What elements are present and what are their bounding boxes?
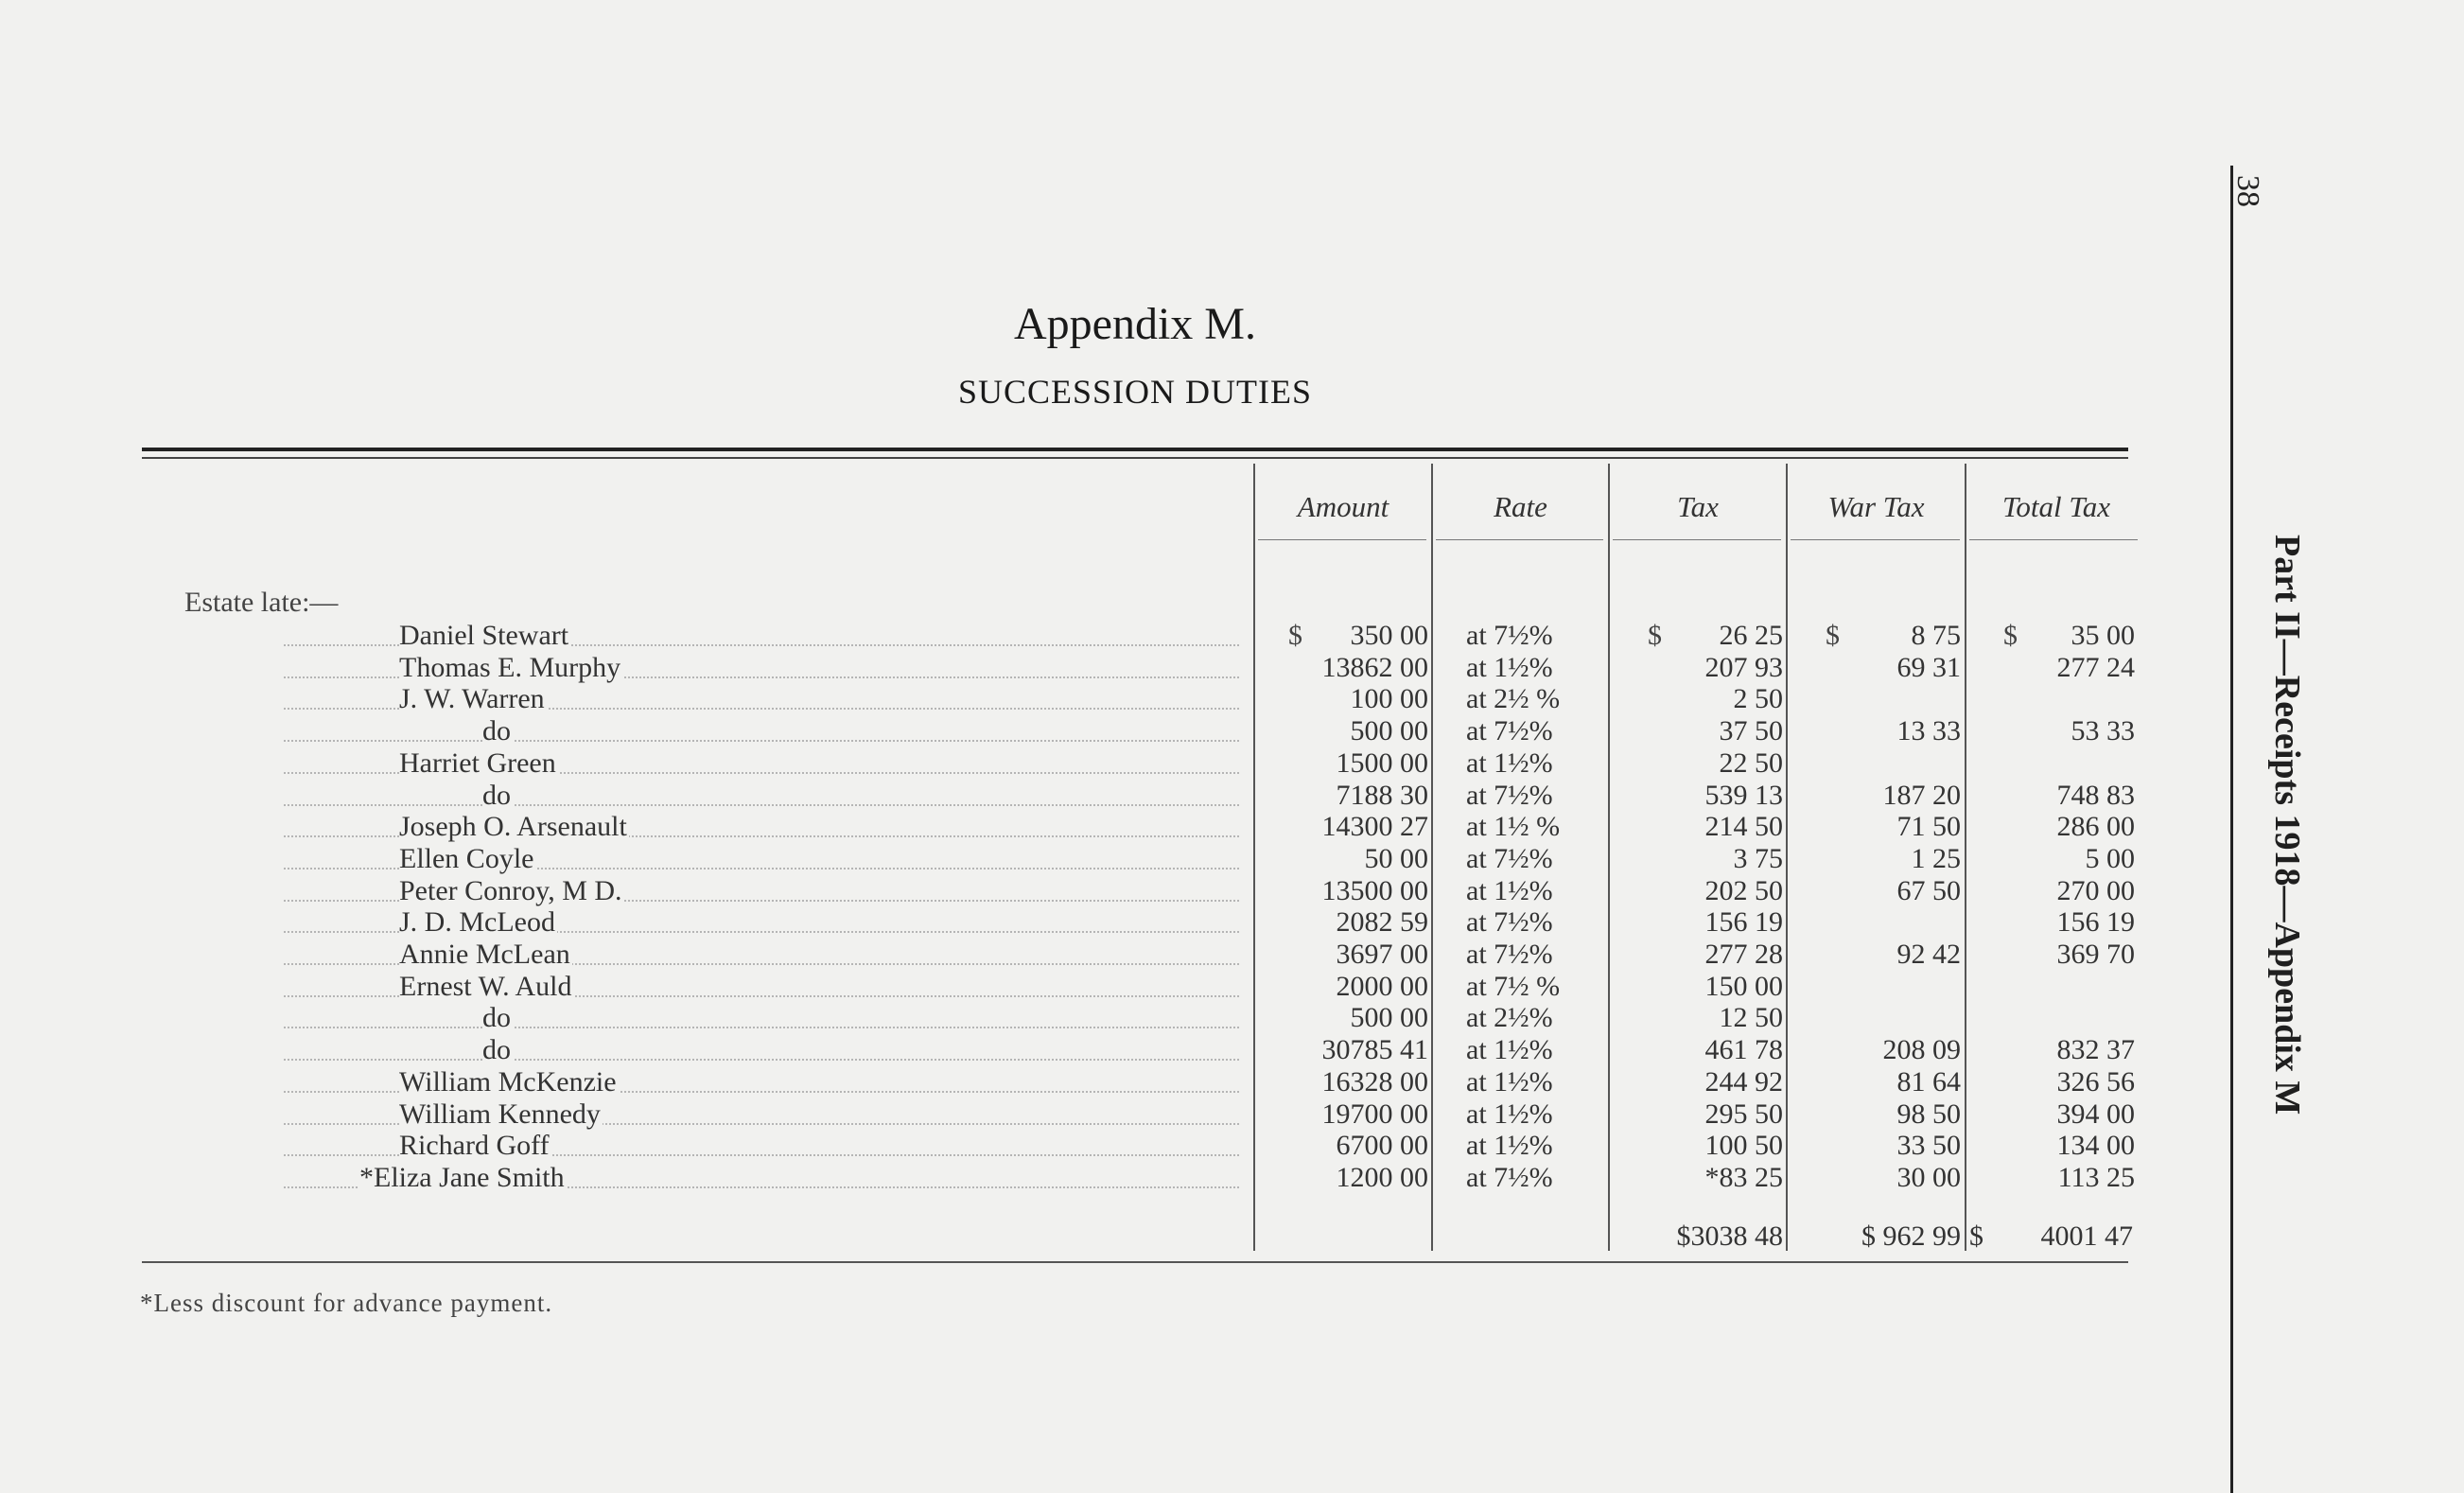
grand-total-sum: 4001 47 (2040, 1221, 2133, 1252)
rate-cell: at 2½% (1466, 1002, 1553, 1033)
total-tax-cell: 156 19 (2056, 906, 2135, 938)
total-tax-cell: 832 37 (2056, 1034, 2135, 1065)
war-tax-cell: 69 31 (1896, 652, 1961, 683)
amount-cell: 1500 00 (1336, 747, 1428, 779)
amount-cell: 1200 00 (1336, 1162, 1428, 1193)
tax-cell: 461 78 (1704, 1034, 1783, 1065)
tax-cell: 3 75 (1733, 843, 1783, 874)
table-row (0, 1162, 2176, 1194)
rate-cell: at 1½% (1466, 747, 1553, 779)
estate-name: do (482, 1034, 511, 1065)
estate-name: Richard Goff (399, 1130, 550, 1161)
total-dollar-sign: $ (1969, 1221, 1983, 1252)
amount-cell: 6700 00 (1336, 1130, 1428, 1161)
tax-cell: 202 50 (1704, 875, 1783, 906)
table-row (0, 715, 2176, 747)
estate-name: William McKenzie (399, 1066, 617, 1098)
estate-name: Ernest W. Auld (399, 971, 572, 1002)
column-header-amount: Amount (1297, 490, 1389, 523)
estate-name: J. W. Warren (399, 683, 545, 714)
total-tax-cell: 53 33 (2071, 715, 2135, 746)
table-row (0, 1002, 2176, 1034)
estate-name: Harriet Green (399, 747, 556, 779)
total-tax-cell: 277 24 (2056, 652, 2135, 683)
total-tax-cell: 394 00 (2056, 1098, 2135, 1130)
column-header-tax: Tax (1677, 490, 1719, 523)
total-tax-cell: 748 83 (2056, 780, 2135, 811)
war-tax-cell: 67 50 (1896, 875, 1961, 906)
column-header-total-tax: Total Tax (2001, 490, 2111, 523)
estate-name: *Eliza Jane Smith (359, 1162, 565, 1193)
amount-cell: 13862 00 (1321, 652, 1428, 683)
tax-cell: 214 50 (1704, 811, 1783, 842)
tax-cell: 156 19 (1704, 906, 1783, 938)
estate-name: Ellen Coyle (399, 843, 534, 874)
table-row (0, 843, 2176, 875)
rate-cell: at 1½% (1466, 1098, 1553, 1130)
rate-cell: at 7½% (1466, 939, 1553, 970)
tax-cell: *83 25 (1704, 1162, 1783, 1193)
war-tax-cell: 71 50 (1896, 811, 1961, 842)
total-tax-cell: 326 56 (2056, 1066, 2135, 1098)
page-number: 38 (2230, 175, 2265, 207)
war-tax-cell: 8 75 (1911, 620, 1961, 651)
rate-cell: at 1½% (1466, 875, 1553, 906)
estate-name: Annie McLean (399, 939, 570, 970)
rate-cell: at 7½% (1466, 906, 1553, 938)
rate-cell: at 1½ % (1466, 811, 1561, 842)
amount-dollar-sign: $ (1288, 620, 1302, 651)
war-tax-cell: 1 25 (1911, 843, 1961, 874)
leader-dots (284, 1027, 1239, 1028)
total-tax-cell: 5 00 (2085, 843, 2135, 874)
war-tax-cell: 98 50 (1896, 1098, 1961, 1130)
side-rule (2230, 166, 2233, 1493)
header-underline (1436, 539, 1603, 540)
total-tax-cell: 134 00 (2056, 1130, 2135, 1161)
table-row (0, 1034, 2176, 1066)
total-tax-cell: 270 00 (2056, 875, 2135, 906)
estate-name: J. D. McLeod (399, 906, 555, 938)
war-tax-cell: 92 42 (1896, 939, 1961, 970)
rate-cell: at 1½% (1466, 1066, 1553, 1098)
amount-cell: 30785 41 (1321, 1034, 1428, 1065)
header-underline (1791, 539, 1960, 540)
war-tax-cell: 13 33 (1896, 715, 1961, 746)
header-underline (1613, 539, 1781, 540)
estate-name: Peter Conroy, M D. (399, 875, 622, 906)
table-row (0, 683, 2176, 715)
footer-rule (142, 1261, 2128, 1263)
section-label: Estate late:— (184, 587, 339, 618)
war-tax-cell: 187 20 (1882, 780, 1961, 811)
tax-cell: 37 50 (1719, 715, 1783, 746)
rate-cell: at 7½% (1466, 1162, 1553, 1193)
total-tax-cell: 369 70 (2056, 939, 2135, 970)
estate-name: do (482, 715, 511, 746)
amount-cell: 14300 27 (1321, 811, 1428, 842)
table-row (0, 906, 2176, 939)
rate-cell: at 1½% (1466, 652, 1553, 683)
amount-cell: 3697 00 (1336, 939, 1428, 970)
column-header-war-tax: War Tax (1827, 490, 1925, 523)
total-tax-cell: 113 25 (2057, 1162, 2135, 1193)
tax-cell: 2 50 (1733, 683, 1783, 714)
amount-cell: 7188 30 (1336, 780, 1428, 811)
tax-cell: 26 25 (1719, 620, 1783, 651)
tax-cell: 100 50 (1704, 1130, 1783, 1161)
war-tax-cell: 30 00 (1896, 1162, 1961, 1193)
column-header-rate: Rate (1494, 490, 1547, 523)
rate-cell: at 1½% (1466, 1130, 1553, 1161)
amount-cell: 2082 59 (1336, 906, 1428, 938)
amount-cell: 16328 00 (1321, 1066, 1428, 1098)
estate-name: Joseph O. Arsenault (399, 811, 627, 842)
table-row (0, 1098, 2176, 1131)
war-tax-cell: 33 50 (1896, 1130, 1961, 1161)
amount-cell: 13500 00 (1321, 875, 1428, 906)
page-subtitle: SUCCESSION DUTIES (957, 373, 1313, 411)
rate-cell: at 7½% (1466, 843, 1553, 874)
amount-cell: 500 00 (1350, 715, 1428, 746)
leader-dots (284, 740, 1239, 742)
rate-cell: at 7½% (1466, 620, 1553, 651)
table-row (0, 811, 2176, 843)
table-row (0, 780, 2176, 812)
tax-cell: 150 00 (1704, 971, 1783, 1002)
estate-name: Thomas E. Murphy (399, 652, 621, 683)
total-tax-dollar-sign: $ (2003, 620, 2018, 651)
tax-cell: 539 13 (1704, 780, 1783, 811)
footnote: *Less discount for advance payment. (140, 1289, 553, 1317)
amount-cell: 500 00 (1350, 1002, 1428, 1033)
war-tax-cell: 208 09 (1882, 1034, 1961, 1065)
table-row (0, 1066, 2176, 1098)
table-row (0, 747, 2176, 780)
tax-cell: 22 50 (1719, 747, 1783, 779)
amount-cell: 2000 00 (1336, 971, 1428, 1002)
rate-cell: at 2½ % (1466, 683, 1561, 714)
rate-cell: at 7½ % (1466, 971, 1561, 1002)
table-row (0, 939, 2176, 971)
tax-dollar-sign: $ (1648, 620, 1662, 651)
header-rule-thick (142, 448, 2128, 451)
tax-cell: 12 50 (1719, 1002, 1783, 1033)
leader-dots (284, 804, 1239, 806)
table-row (0, 1130, 2176, 1162)
war-tax-dollar-sign: $ (1826, 620, 1840, 651)
rate-cell: at 7½% (1466, 780, 1553, 811)
total-war-tax-sum: $ 962 99 (1861, 1221, 1961, 1252)
estate-name: do (482, 780, 511, 811)
total-tax-cell: 286 00 (2056, 811, 2135, 842)
estate-name: William Kennedy (399, 1098, 601, 1130)
table-row (0, 971, 2176, 1003)
tax-cell: 244 92 (1704, 1066, 1783, 1098)
amount-cell: 50 00 (1364, 843, 1428, 874)
rate-cell: at 7½% (1466, 715, 1553, 746)
header-underline (1258, 539, 1426, 540)
tax-cell: 207 93 (1704, 652, 1783, 683)
total-tax-cell: 35 00 (2071, 620, 2135, 651)
war-tax-cell: 81 64 (1896, 1066, 1961, 1098)
table-row (0, 875, 2176, 907)
page-title: Appendix M. (1014, 299, 1256, 349)
amount-cell: 19700 00 (1321, 1098, 1428, 1130)
table-row (0, 620, 2176, 652)
tax-cell: 277 28 (1704, 939, 1783, 970)
tax-cell: 295 50 (1704, 1098, 1783, 1130)
table-row (0, 652, 2176, 684)
leader-dots (284, 1059, 1239, 1061)
amount-cell: 350 00 (1350, 620, 1428, 651)
header-rule-thin (142, 457, 2128, 459)
estate-name: Daniel Stewart (399, 620, 569, 651)
amount-cell: 100 00 (1350, 683, 1428, 714)
side-caption: Part II—Receipts 1918—Appendix M (2267, 535, 2307, 1115)
total-tax-sum: $3038 48 (1676, 1221, 1783, 1252)
header-underline (1969, 539, 2138, 540)
rate-cell: at 1½% (1466, 1034, 1553, 1065)
estate-name: do (482, 1002, 511, 1033)
